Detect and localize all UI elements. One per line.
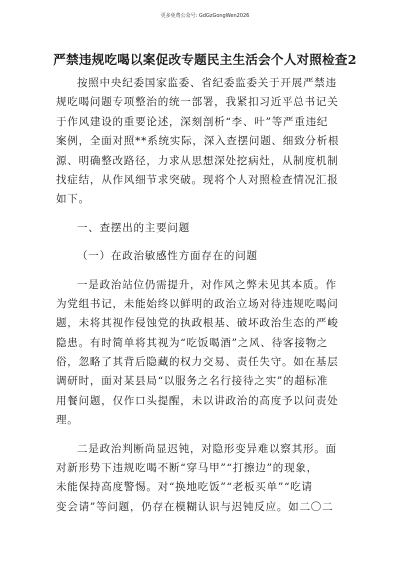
text-line: 题，未将其视作侵蚀党的执政根基、破坏政治生态的严峻 [56,317,339,330]
text-line: 规吃喝问题专项整治的统一部署，我紧扣习近平总书记关 [56,96,339,109]
text-line: 调研时，面对某县局“以服务之名行接待之实”的超标准 [56,375,329,388]
text-line: 找症结，从作风细节求突破。现将个人对照检查情况汇报 [56,173,339,186]
text-line: 变会请”等问题，仍存在模糊认识与迟钝反应。如二〇二 [56,500,334,513]
text-line: 案例，全面对照**系统实际，深入查摆问题、细致分析根 [56,135,340,148]
text-line: 对新形势下违规吃喝不断“穿马甲”“打擦边”的现象， [56,462,318,475]
text-line: 俗，忽略了其背后隐藏的权力交易、责任失守。如在基层 [56,356,339,369]
section-heading: 一、查摆出的主要问题 [77,221,190,234]
header-note: 更多免费公众号: GdGzGongWen2026 [160,13,250,19]
document-title: 严禁违规吃喝以案促改专题民主生活会个人对照检查2 [53,52,357,67]
paragraph-problem-2 [56,440,356,518]
text-line: 于作风建设的重要论述，深刻剖析“李、叶”等严重违纪 [56,115,329,128]
text-line: 为党组书记，未能始终以鲜明的政治立场对待违规吃喝问 [56,297,339,310]
spacer [56,238,356,247]
subsection-heading: （一）在政治敏感性方面存在的问题 [77,250,258,263]
paragraph-intro [56,74,356,210]
text-line: 理。 [56,414,79,427]
text-line: 一是政治站位仍需提升，对作风之弊未见其本质。作 [77,278,337,291]
document-body [56,74,356,517]
text-line: 二是政治判断尚显迟钝，对隐形变异难以察其形。面 [77,442,337,455]
text-line: 隐患。有时简单将其视为“吃饭喝酒”之风、待客接物之 [56,336,329,349]
paragraph-problem-1 [56,276,356,431]
spacer [56,267,356,276]
spacer [56,431,356,440]
text-line: 按照中央纪委国家监委、省纪委监委关于开展严禁违 [77,77,337,89]
text-line: 用餐问题，仅作口头提醒，未以讲政治的高度予以问责处 [56,394,339,407]
text-line: 未能保持高度警惕。对“换地吃饭”“老板买单”“吃请 [56,481,313,494]
text-line: 如下。 [56,193,90,206]
spacer [56,210,356,219]
text-line: 源、明确整改路径，力求从思想深处挖病灶，从制度机制 [56,154,339,167]
